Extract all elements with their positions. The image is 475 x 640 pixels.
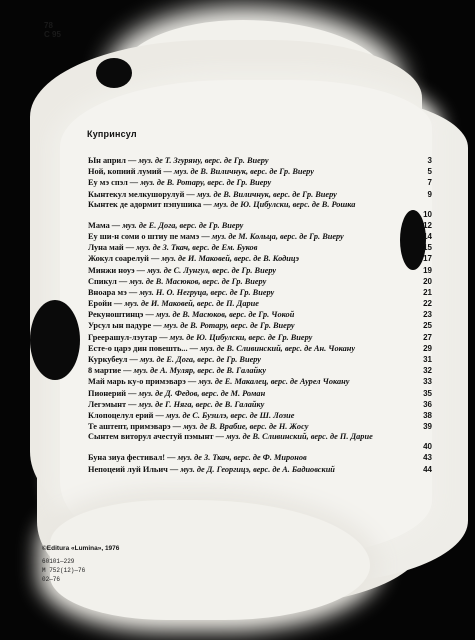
toc-entry [88,365,432,376]
toc-entry [88,332,432,343]
toc-entry-title: Минжи ноуэ [88,265,135,275]
toc-entry-title: Ын април [88,156,126,165]
toc-entry-author: муз. де В. Масюков, верс. де Гр. Чокой [155,310,295,320]
toc-entry-page: 43 [423,453,432,463]
toc-entry-page: 27 [423,332,432,342]
toc-entry [88,253,432,264]
toc-entry-title: Те аштепт, примэварэ [88,422,171,432]
toc-entry-page: 9 [427,189,432,199]
toc-entry-page: 14 [423,231,432,241]
toc-entry-page: 32 [423,366,432,376]
toc-entry-title: Кынтек де адормит пэпушика [88,199,202,209]
toc-entry-title: Вноара мэ [88,287,127,297]
toc-entry-text: Вноара мэ — муз. Н. О. Негруца, верс. де Гр. Виеру [88,287,275,297]
toc-entry-page: 12 [423,220,432,230]
toc-entry [88,242,432,253]
toc-entry-author: муз. Н. О. Негруца, верс. де Гр. Виеру [139,287,275,297]
toc-entry-author: муз. де А. Муляр, верс. де В. Галайку [133,366,267,376]
toc-entry-page: 23 [423,310,432,320]
toc-entry-page: 25 [423,321,432,331]
toc-entry [88,399,432,410]
toc-entry-author: муз. де З. Ткач, верс. де Ф. Миронов [177,453,307,463]
toc-entry [88,320,432,331]
toc-entry-author: муз. де З. Ткач, верс. де Ем. Буков [136,243,258,253]
toc-entry-author: муз. де Ю. Цибулски, верс. де В. Рошка [213,199,356,209]
toc-entry-text: Непоцеий луй Ильич — муз. де Д. Георгицэ, верс. де А. Бадиовский [88,464,335,474]
toc-entry-title: Еройи [88,299,112,309]
catalog-code: 60101—229 [42,558,75,565]
toc-entry [88,166,432,177]
toc-entry-author: муз. де В. Сливинский, верс. де Ан. Чокану [200,343,356,353]
toc-entry [88,309,432,320]
toc-entry [88,343,432,354]
toc-entry-author: муз. де В. Виличнук, верс. де Гр. Виеру [173,167,314,177]
toc-entry-title: Еу ши-н соми о штиу пе мамэ [88,231,200,241]
toc-entry-text: Кынтек де адормит пэпушика — муз. де Ю. Цибулски, верс. де В. Рошка [88,199,356,209]
toc-entry-author: муз. де Д. Георгицэ, верс. де А. Бадиовский [180,464,335,474]
toc-entry-text: Есте-о царэ дин повешть... — муз. де В. Сливинский, верс. де Ан. Чокану [88,343,356,353]
toc-entry [88,155,432,166]
toc-entry-text: Еройи — муз. де И. Маковей, верс. де П. Дарие [88,299,259,309]
toc-entry [88,376,432,387]
toc-entry-text: Май марь ку-о примэварэ — муз. де Е. Макалец, верс. де Аурел Чокану [88,377,350,387]
toc-entry-author: муз. де Е. Дога, верс. де Гр. Виеру [139,355,261,364]
toc-entry [88,421,432,432]
toc-entry [88,452,432,463]
catalog-codes [42,558,152,585]
toc-entry-author: муз. де М. Кольца, верс. де Гр. Виеру [211,231,344,241]
ink-blot [30,300,80,380]
publisher-imprint: ©Editura «Lumina», 1976 [42,545,120,552]
toc-entry-title: Ной, копиий лумий [88,167,162,177]
toc-entry-page: 7 [427,178,432,188]
toc-entry-page: 33 [423,377,432,387]
toc-entry-author: муз. де В. Масюков, верс. де Гр. Виеру [129,276,267,286]
toc-entry-text: Жокул соарелуй — муз. де И. Маковей, верс. де В. Кодицэ [88,254,299,264]
toc-entry-author: муз. де С. Бузилэ, верс. де Ш. Лозие [165,410,295,420]
toc-entry-text: Греерашул-лэутар — муз. де Ю. Цибулски, верс. де Гр. Виеру [88,332,313,342]
page-code: C 95 [44,30,61,39]
toc-entry-page: 5 [427,167,432,177]
toc-entry [88,388,432,399]
page-number: 78 [44,21,53,30]
toc-entry-title: Есте-о царэ дин повешть... [88,343,188,353]
toc-entry-text: Урсул ын падуре — муз. де В. Ротару, верс. де Гр. Виеру [88,321,295,331]
toc-entry [88,464,432,475]
toc-entry-text: Еу ши-н соми о штиу пе мамэ — муз. де М. Кольца, верс. де Гр. Виеру [88,231,344,241]
toc-entry-title: Буна зиуа фестивал! [88,453,165,463]
toc-entry-author: муз. де Т. Згуряну, верс. де Гр. Виеру [138,156,269,165]
toc-entry-text: Клопоцелул ерий — муз. де С. Бузилэ, верс. де Ш. Лозие [88,410,295,420]
toc-entry-page: 39 [423,422,432,432]
toc-entry-title: Легэмынт [88,399,127,409]
toc-entry-page: 44 [423,464,432,474]
toc-entry-title: Май марь ку-о примэварэ [88,377,186,387]
toc-entry [88,298,432,309]
toc-entry-page: 21 [423,287,432,297]
toc-entry-page: 36 [423,399,432,409]
toc-entry-text: Рекуноштинцэ — муз. де В. Масюков, верс. де Гр. Чокой [88,310,295,320]
toc-entry-text: Ын април — муз. де Т. Згуряну, верс. де Гр. Виеру [88,156,269,165]
catalog-code: 02—76 [42,576,61,583]
toc-entry-text: Сынтем виторул ачестуй пэмынт — муз. де В. Сливинский, верс. де П. Дарие [88,432,373,442]
page-title: Купринсул [87,129,137,139]
toc-entry [88,177,432,188]
toc-entry-title: Клопоцелул ерий [88,410,154,420]
toc-entry-title: Кынтекул мелкушорулуй [88,189,185,199]
toc-entry [88,287,432,298]
toc-entry-text: Те аштепт, примэварэ — муз. де В. Врабие, верс. де Н. Жосу [88,422,309,432]
toc-entry-text: Пионерий — муз. де Д. Федов, верс. де М. Роман [88,388,266,398]
toc-entry-text: Кынтекул мелкушорулуй — муз. де В. Виличнук, верс. де Гр. Виеру [88,189,337,199]
ink-blot [96,58,132,88]
toc-entry-text: Еу мэ спэл — муз. де В. Ротару, верс. де Гр. Виеру [88,178,272,188]
toc-entry-page: 35 [423,388,432,398]
toc-entry-page: 17 [423,254,432,264]
toc-entry-author: муз. де В. Сливинский, верс. де П. Дарие [225,432,373,442]
toc-entry-title: Жокул соарелуй [88,254,149,264]
toc-entry [88,265,432,276]
toc-entry-author: муз. де В. Ротару, верс. де Гр. Виеру [163,321,295,331]
toc-entry-page: 15 [423,243,432,253]
toc-entry-title: Мама [88,220,110,230]
toc-entry [88,200,432,220]
toc-entry-author: муз. де В. Врабие, верс. де Н. Жосу [183,422,309,432]
toc-entry-text: Буна зиуа фестивал! — муз. де З. Ткач, верс. де Ф. Миронов [88,453,307,463]
toc-entry-author: муз. де Ю. Цибулски, верс. де Гр. Виеру [169,332,313,342]
toc-entry-author: муз. де Е. Дога, верс. де Гр. Виеру [122,220,244,230]
toc-entry [88,276,432,287]
toc-entry-page: 38 [423,410,432,420]
table-of-contents [88,155,432,475]
toc-entry-author: муз. де Е. Макалец, верс. де Аурел Чокану [198,377,350,387]
toc-entry-page: 19 [423,265,432,275]
toc-entry-text: Ной, копиий лумий — муз. де В. Виличнук, верс. де Гр. Виеру [88,167,314,177]
toc-entry-title: Пионерий [88,388,127,398]
toc-entry-author: муз. де И. Маковей, верс. де В. Кодицэ [161,254,299,264]
toc-entry-title: Спикул [88,276,117,286]
toc-entry-title: Непоцеий луй Ильич [88,464,168,474]
toc-entry-text: Мама — муз. де Е. Дога, верс. де Гр. Виеру [88,220,244,230]
toc-entry-author: муз. де И. Маковей, верс. де П. Дарие [124,299,259,309]
toc-entry-author: муз. де В. Ротару, верс. де Гр. Виеру [140,178,272,188]
toc-entry-page: 31 [423,355,432,364]
toc-entry-title: Еу мэ спэл [88,178,128,188]
toc-entry-page: 10 [423,209,432,219]
toc-entry [88,410,432,421]
toc-entry-title: Куркубеул [88,355,128,364]
toc-entry [88,231,432,242]
toc-entry-author: муз. де Г. Няга, верс. де В. Галайку [138,399,265,409]
toc-entry-title: Рекуноштинцэ [88,310,144,320]
toc-entry-page: 29 [423,343,432,353]
toc-entry-author: муз. де С. Лунгул, верс. де Гр. Виеру [147,265,277,275]
toc-entry-author: муз. де В. Виличнук, верс. де Гр. Виеру [196,189,337,199]
catalog-code: М 752(12)—76 [42,567,86,574]
toc-entry-text: Спикул — муз. де В. Масюков, верс. де Гр. Виеру [88,276,267,286]
toc-entry-title: 8 мартие [88,366,122,376]
toc-entry-text: Минжи ноуэ — муз. де С. Лунгул, верс. де Гр. Виеру [88,265,277,275]
toc-entry-title: Греерашул-лэутар [88,332,158,342]
toc-entry-page: 20 [423,276,432,286]
toc-entry-text: Куркубеул — муз. де Е. Дога, верс. де Гр. Виеру [88,355,261,364]
toc-entry-author: муз. де Д. Федов, верс. де М. Роман [138,388,266,398]
toc-entry-page: 3 [427,156,432,165]
toc-entry-page: 22 [423,299,432,309]
toc-entry-text: Луна май — муз. де З. Ткач, верс. де Ем. Буков [88,243,258,253]
toc-entry-title: Урсул ын падуре [88,321,152,331]
toc-entry-text: 8 мартие — муз. де А. Муляр, верс. де В. Галайку [88,366,267,376]
toc-entry-title: Луна май [88,243,124,253]
toc-entry [88,354,432,365]
toc-entry-page: 40 [423,442,432,452]
toc-entry [88,432,432,452]
toc-entry-text: Легэмынт — муз. де Г. Няга, верс. де В. Галайку [88,399,265,409]
toc-entry-title: Сынтем виторул ачестуй пэмынт [88,432,214,442]
toc-entry [88,189,432,200]
toc-entry [88,220,432,231]
